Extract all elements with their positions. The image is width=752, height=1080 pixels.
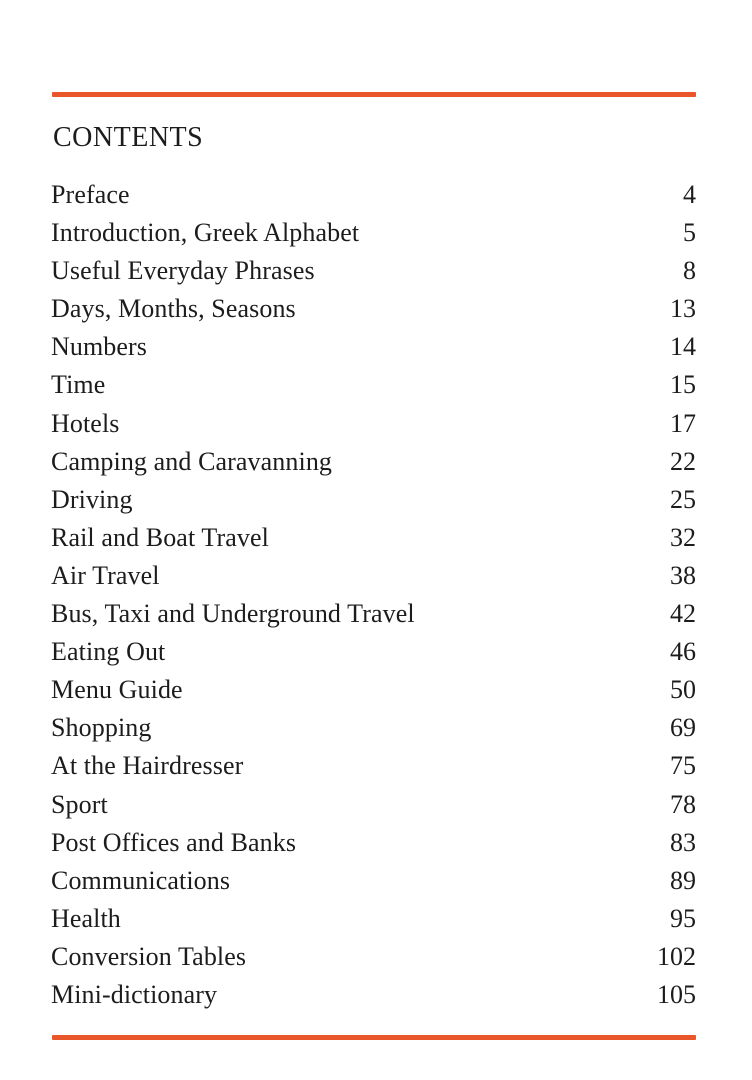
toc-entry-page-number: 15 xyxy=(670,370,696,400)
toc-entry-title: Air Travel xyxy=(51,560,160,590)
toc-entry-title: Hotels xyxy=(51,408,120,438)
toc-entry-page-number: 4 xyxy=(683,180,696,209)
toc-entry-page-number: 38 xyxy=(670,560,696,590)
toc-entry-page-number: 22 xyxy=(670,446,696,476)
toc-entry xyxy=(51,519,696,557)
toc-entry xyxy=(51,824,696,862)
toc-entry-title: Conversion Tables xyxy=(51,941,247,971)
toc-entry-title: Menu Guide xyxy=(51,675,183,705)
toc-entry-title: Driving xyxy=(51,484,133,514)
toc-entry xyxy=(51,709,696,747)
table-of-contents xyxy=(51,176,696,1014)
toc-entry xyxy=(51,595,696,633)
toc-entry-title: Mini-dictionary xyxy=(51,979,218,1009)
toc-entry-title: Days, Months, Seasons xyxy=(51,294,296,324)
toc-entry xyxy=(51,366,696,404)
toc-entry-page-number: 32 xyxy=(670,522,696,552)
toc-entry-page-number: 89 xyxy=(670,865,696,895)
toc-entry-title: Post Offices and Banks xyxy=(51,827,297,857)
toc-entry-page-number: 105 xyxy=(657,979,696,1009)
toc-entry-page-number: 78 xyxy=(670,789,696,819)
top-rule xyxy=(52,92,696,97)
toc-entry-title: Rail and Boat Travel xyxy=(51,522,269,552)
toc-entry xyxy=(51,328,696,366)
toc-entry-title: Introduction, Greek Alphabet xyxy=(51,218,360,248)
toc-entry-title: Communications xyxy=(51,865,231,895)
toc-entry xyxy=(51,976,696,1014)
toc-entry-title: Bus, Taxi and Underground Travel xyxy=(51,599,415,629)
page-title: CONTENTS xyxy=(53,122,204,153)
toc-entry xyxy=(51,214,696,252)
toc-entry-page-number: 50 xyxy=(670,675,696,705)
toc-entry xyxy=(51,900,696,938)
toc-entry xyxy=(51,557,696,595)
toc-entry xyxy=(51,252,696,290)
toc-entry-page-number: 46 xyxy=(670,637,696,667)
toc-entry xyxy=(51,938,696,976)
toc-entry-page-number: 83 xyxy=(670,827,696,857)
toc-entry-page-number: 25 xyxy=(670,484,696,514)
toc-entry-page-number: 14 xyxy=(670,332,696,362)
toc-entry-title: Sport xyxy=(51,789,108,819)
toc-entry xyxy=(51,747,696,785)
toc-entry xyxy=(51,176,696,214)
toc-entry xyxy=(51,633,696,671)
toc-entry-page-number: 69 xyxy=(670,713,696,743)
toc-entry xyxy=(51,862,696,900)
toc-entry-title: Useful Everyday Phrases xyxy=(51,256,315,286)
toc-entry-title: Eating Out xyxy=(51,637,166,667)
toc-entry-page-number: 42 xyxy=(670,599,696,629)
toc-entry xyxy=(51,671,696,709)
toc-entry-title: Shopping xyxy=(51,713,152,743)
toc-entry-title: Time xyxy=(51,370,106,400)
toc-entry xyxy=(51,481,696,519)
toc-entry xyxy=(51,786,696,824)
toc-entry-title: Camping and Caravanning xyxy=(51,446,333,476)
toc-entry-page-number: 8 xyxy=(683,256,696,286)
toc-entry-page-number: 102 xyxy=(657,941,696,971)
toc-entry-title: Preface xyxy=(51,180,130,209)
toc-entry-title: Numbers xyxy=(51,332,148,362)
toc-entry-page-number: 75 xyxy=(670,751,696,781)
toc-entry-title: At the Hairdresser xyxy=(51,751,244,781)
bottom-rule xyxy=(52,1035,696,1040)
toc-entry xyxy=(51,290,696,328)
toc-entry-page-number: 95 xyxy=(670,903,696,933)
toc-entry xyxy=(51,405,696,443)
toc-entry-page-number: 13 xyxy=(670,294,696,324)
toc-entry-page-number: 17 xyxy=(670,408,696,438)
toc-entry-page-number: 5 xyxy=(683,218,696,248)
toc-entry-title: Health xyxy=(51,903,121,933)
toc-entry xyxy=(51,443,696,481)
